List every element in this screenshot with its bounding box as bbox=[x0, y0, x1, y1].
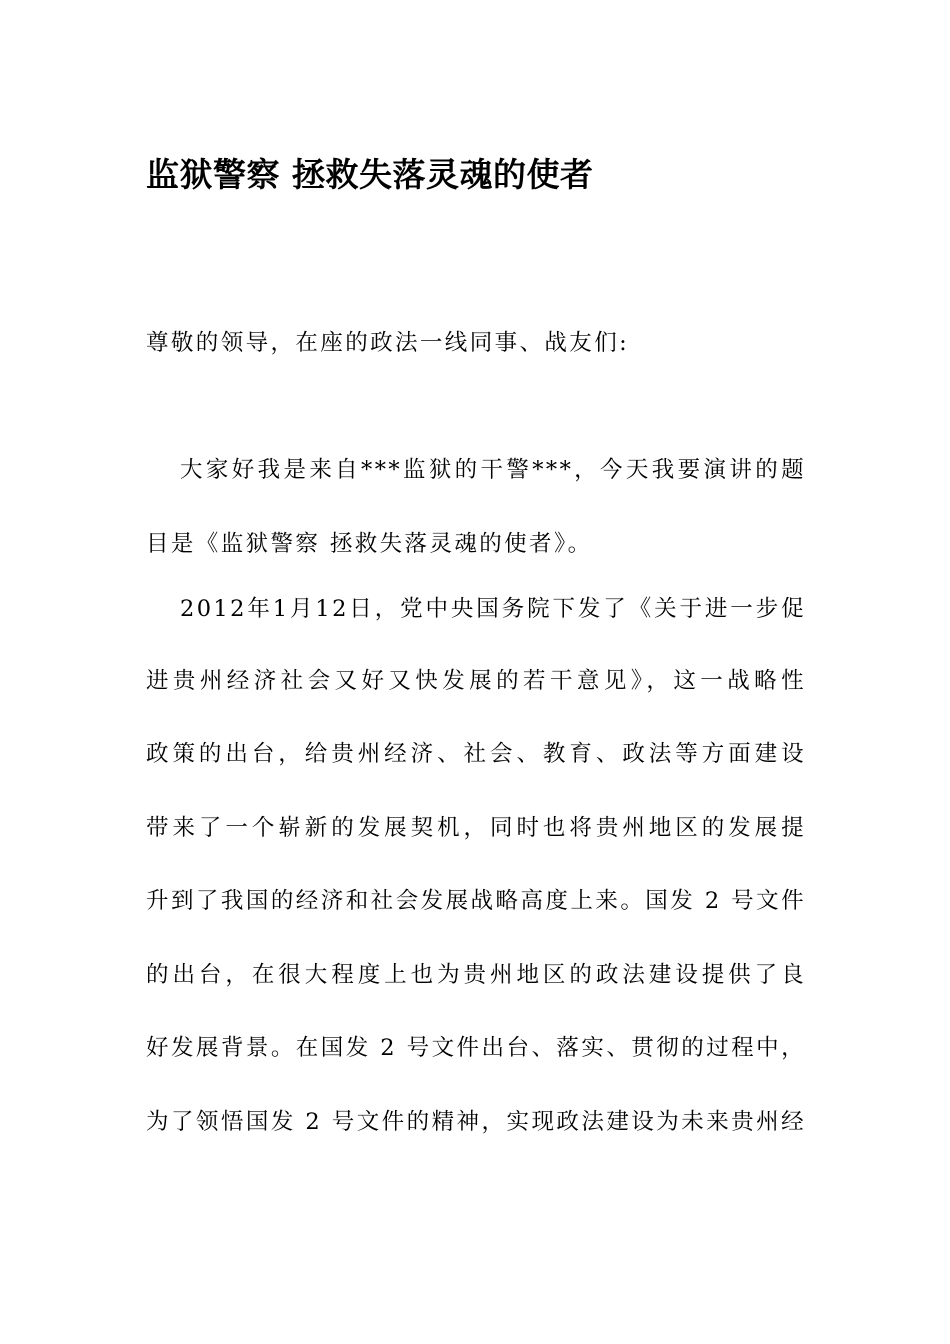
document-title: 监狱警察 拯救失落灵魂的使者 bbox=[146, 155, 594, 194]
paragraph-line: 进贵州经济社会又好又快发展的若干意见》，这一战略性 bbox=[146, 668, 806, 694]
paragraph-line: 带来了一个崭新的发展契机，同时也将贵州地区的发展提 bbox=[146, 815, 806, 841]
paragraph-line: 大家好我是来自***监狱的干警***，今天我要演讲的题 bbox=[180, 457, 806, 483]
paragraph-line: 目是《监狱警察 拯救失落灵魂的使者》。 bbox=[146, 531, 593, 557]
paragraph-line: 政策的出台，给贵州经济、社会、教育、政法等方面建设 bbox=[146, 741, 806, 767]
paragraph-line: 升到了我国的经济和社会发展战略高度上来。国发 2 号文件 bbox=[146, 888, 806, 914]
paragraph-line: 好发展背景。在国发 2 号文件出台、落实、贯彻的过程中， bbox=[146, 1035, 806, 1061]
paragraph-line: 的出台，在很大程度上也为贵州地区的政法建设提供了良 bbox=[146, 962, 806, 988]
salutation: 尊敬的领导，在座的政法一线同事、战友们: bbox=[146, 330, 630, 356]
paragraph-line: 2012年1月12日，党中央国务院下发了《关于进一步促 bbox=[180, 596, 806, 622]
paragraph-line: 为了领悟国发 2 号文件的精神，实现政法建设为未来贵州经 bbox=[146, 1109, 806, 1135]
